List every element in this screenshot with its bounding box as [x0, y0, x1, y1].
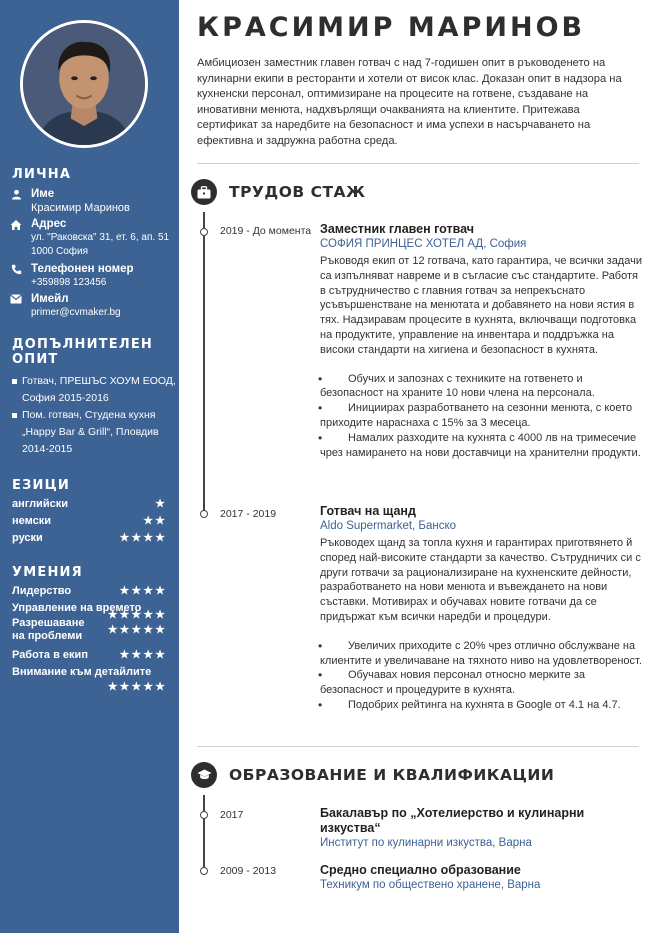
job-company: Aldo Supermarket, Банско	[320, 520, 457, 532]
language-name: английски	[12, 498, 68, 510]
email-label: Имейл	[31, 293, 69, 305]
skill-name: на проблеми	[12, 630, 83, 642]
rating-stars: ★★★★★	[107, 624, 167, 636]
contact-email	[10, 292, 175, 320]
job-date: 2019 - До момента	[220, 225, 312, 237]
job-title: Готвач на щанд	[320, 504, 416, 518]
skill-name: Лидерство	[12, 585, 72, 597]
sidebar	[0, 0, 179, 933]
education-heading: ОБРАЗОВАНИЕ И КВАЛИФИКАЦИИ	[229, 766, 555, 784]
job-description: Ръководя екип от 12 готвача, като гарантира, че всички задачи са изпълняват навреме и в съгласие със стандартите. Работя в сътрудничество с главния готвач за непрекъснато усъвършенстване на менютата и добавянето на нови ястия в тях. Надзиравам процесите в кухнята, включващи подготовка на продуктите, управление на инвентара и поддръжка на високи стандарти на хигиена и безопасност в кухнята.	[320, 255, 642, 356]
education-title: Бакалавър по „Хотелиерство и кулинарни изкуства“	[320, 806, 585, 835]
skill-row	[12, 583, 167, 600]
timeline-dot	[200, 811, 208, 819]
extra-list	[12, 373, 176, 458]
rating-stars: ★★★★	[119, 532, 167, 544]
education-institution: Институт по кулинарни изкуства, Варна	[320, 837, 532, 849]
achievements-list	[320, 372, 642, 461]
extra-heading-line1: ДОПЪЛНИТЕЛЕН	[12, 337, 153, 352]
name-value: Красимир Маринов	[31, 202, 130, 214]
job-date: 2017 - 2019	[220, 508, 277, 520]
skill-name: Управление на времето	[12, 602, 142, 614]
skill-name: Работа в екип	[12, 649, 88, 661]
rating-stars: ★★★★★	[107, 681, 167, 693]
personal-heading: ЛИЧНА	[12, 167, 72, 182]
language-name: руски	[12, 532, 43, 544]
skill-row	[12, 664, 167, 696]
language-row	[12, 530, 167, 547]
rating-stars: ★	[155, 498, 167, 510]
language-row	[12, 496, 167, 513]
skill-row	[12, 647, 167, 664]
divider	[197, 746, 639, 747]
education-entry	[320, 806, 642, 851]
job-description: Ръководех щанд за топла кухня и гарантирах приготвянето й според най-високите стандарти за качество. Сътрудничих си с други готвачи за рационализиране на кухненските дейности, разработването на нови менюта и въвеждането на нови съставки. Мотивирах и обучавах новите готвачи да се придържат към всички наредби и процедури.	[320, 537, 641, 623]
languages-heading: ЕЗИЦИ	[12, 478, 70, 493]
list-item: • Обучавах новия персонал относно мерките за безопасност и процедурите в кухнята.	[320, 668, 642, 698]
address-line1: ул. "Раковска" 31, ет. 6, ап. 51	[31, 232, 170, 243]
job-entry	[320, 222, 642, 460]
education-date: 2009 - 2013	[220, 865, 277, 877]
education-institution: Техникум по обществено хранене, Варна	[320, 879, 541, 891]
list-item: • Подобрих рейтинга на кухнята в Google от 4.1 на 4.7.	[320, 698, 642, 713]
rating-stars: ★★★★	[119, 649, 167, 661]
contact-address	[10, 217, 175, 259]
phone-value: +359898 123456	[31, 277, 107, 288]
rating-stars: ★★★★	[119, 585, 167, 597]
name-label: Име	[31, 188, 55, 200]
language-name: немски	[12, 515, 51, 527]
skill-row	[12, 609, 167, 647]
email-value: primer@cvmaker.bg	[31, 307, 121, 318]
rating-stars: ★★★★★	[107, 609, 167, 621]
timeline-dot	[200, 867, 208, 875]
skill-name: Разрешаване	[12, 617, 85, 629]
education-entry	[320, 863, 642, 893]
list-item	[12, 407, 176, 458]
list-item: • Увеличих приходите с 20% чрез отлично обслужване на клиентите и увеличаване на тяхното ниво на удовлетвореност.	[320, 639, 642, 669]
extra-heading	[12, 337, 153, 367]
work-heading: ТРУДОВ СТАЖ	[229, 183, 366, 201]
extra-item-line: „Happy Bar & Grill“, Пловдив	[22, 426, 159, 438]
timeline-dot	[200, 228, 208, 236]
language-row	[12, 513, 167, 530]
graduation-cap-icon	[191, 762, 217, 788]
list-item: • Намалих разходите на кухнята с 4000 лв на тримесечие чрез намирането на нови доставчици на хранителни продукти.	[320, 431, 642, 461]
skill-name: Внимание към детайлите	[12, 666, 152, 678]
phone-label: Телефонен номер	[31, 263, 134, 275]
rating-stars: ★★	[143, 515, 167, 527]
list-item: • Обучих и запознах с техниките на готвенето и безопасност на храните 10 нови члена на персонала.	[320, 372, 642, 402]
timeline-line	[203, 795, 205, 875]
skills-heading: УМЕНИЯ	[12, 565, 83, 580]
contact-name	[10, 187, 175, 215]
profile-photo	[20, 20, 148, 148]
list-item	[12, 373, 176, 407]
mail-icon	[10, 294, 22, 306]
skills-list	[12, 583, 167, 696]
divider	[197, 163, 639, 164]
extra-item-line: 2014-2015	[22, 443, 73, 455]
achievements-list	[320, 639, 642, 713]
list-item: • Инициирах разработването на сезонни менюта, с което приходите нараснаха с 15% за 3 месеца.	[320, 401, 642, 431]
languages-list	[12, 496, 167, 547]
briefcase-icon	[191, 179, 217, 205]
phone-icon	[10, 264, 22, 276]
timeline-line	[203, 212, 205, 514]
address-line2: 1000 София	[31, 246, 89, 257]
timeline-dot	[200, 510, 208, 518]
job-entry	[320, 504, 642, 713]
job-company: СОФИЯ ПРИНЦЕС ХОТЕЛ АД, София	[320, 238, 527, 250]
contact-phone	[10, 262, 175, 290]
address-label: Адрес	[31, 218, 67, 230]
extra-item-line: София 2015-2016	[22, 392, 109, 404]
extra-heading-line2: ОПИТ	[12, 352, 59, 367]
page-title: КРАСИМИР МАРИНОВ	[197, 12, 586, 43]
extra-item-line: Пом. готвач, Студена кухня	[22, 409, 156, 421]
extra-item-line: Готвач, ПРЕШЪС ХОУМ ЕООД,	[22, 375, 176, 387]
profile-summary: Амбициозен заместник главен готвач с над 7-годишен опит в ръководенето на кулинарни екипи в ресторанти и хотели от висок клас. Доказан опит в надзора на кухненски персонал, оптимизиране на процесите на готвене, създаване на иновативни менюта, надхвърлящи очакванията на клиентите. Притежава сертификат за наредбите на безопасност и има успехи в насърчаването на ефективна и задружна работна среда.	[197, 57, 622, 147]
education-title: Средно специално образование	[320, 863, 521, 877]
user-icon	[10, 189, 22, 201]
main-content	[179, 0, 660, 933]
job-title: Заместник главен готвач	[320, 222, 475, 236]
home-icon	[10, 219, 22, 231]
education-date: 2017	[220, 809, 244, 821]
